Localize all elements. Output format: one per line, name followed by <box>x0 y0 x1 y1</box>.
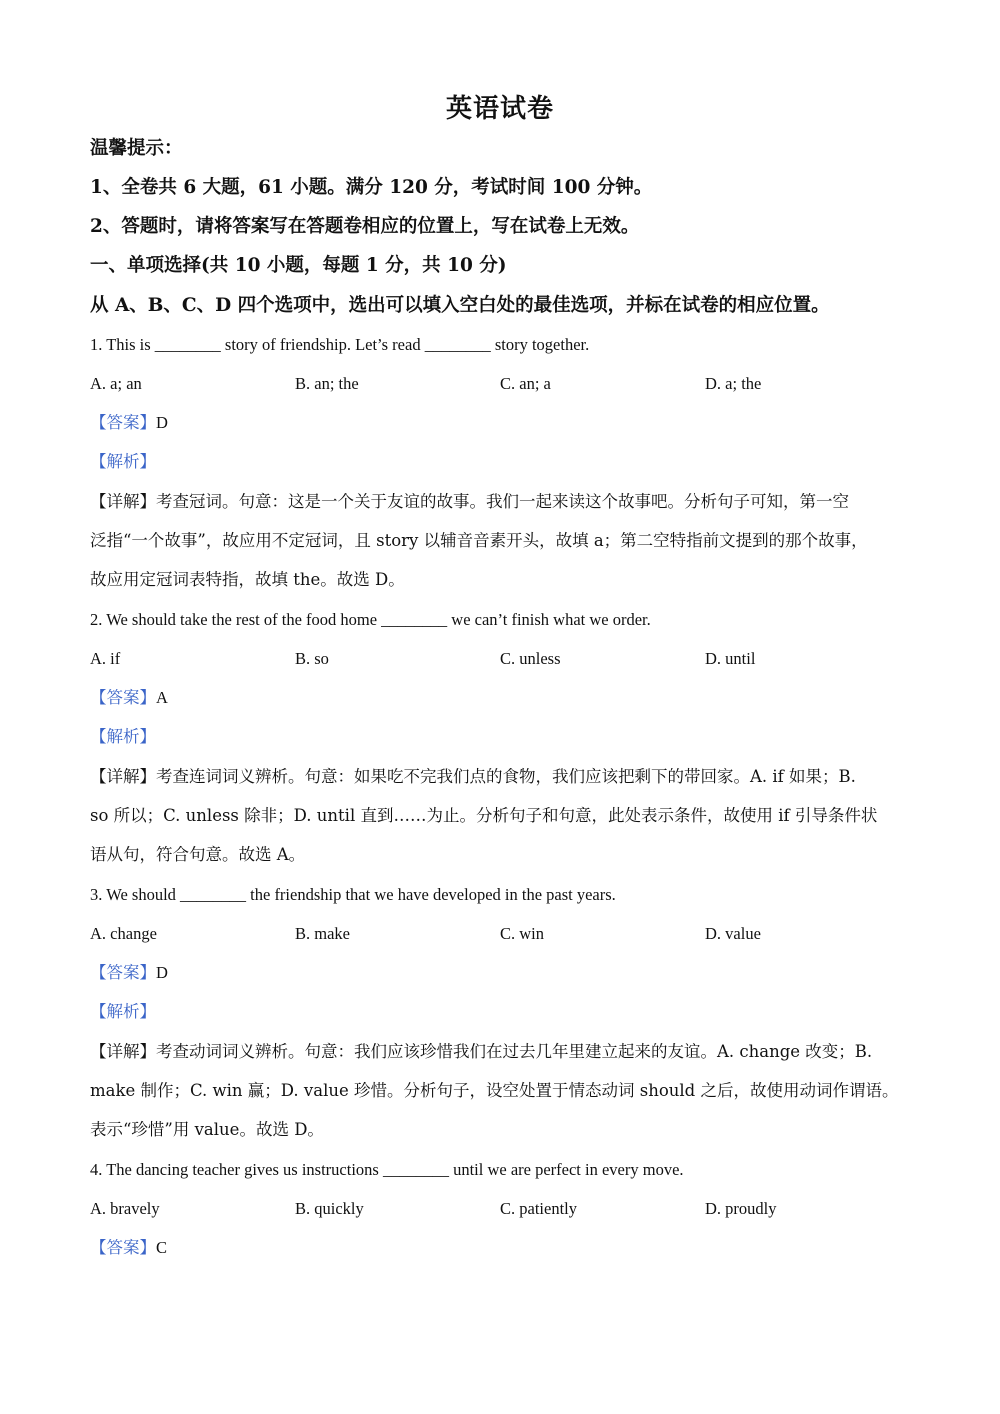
question-3-answer <box>90 962 920 984</box>
notice-item-2: 2、答题时，请将答案写在答题卷相应的位置上，写在试卷上无效。 <box>90 216 640 237</box>
question-1-option-d: D. a; the <box>705 374 762 393</box>
question-4-answer <box>90 1237 920 1259</box>
question-1-option-c: C. an; a <box>500 374 551 393</box>
section-instruction: 从 A、B、C、D 四个选项中，选出可以填入空白处的最佳选项，并标在试卷的相应位置。 <box>90 295 830 316</box>
question-1-detail-line-1 <box>90 491 920 513</box>
detail-tag: 【详解】 <box>90 767 156 786</box>
question-2-option-a: A. if <box>90 649 121 668</box>
question-2-detail-line-1 <box>90 766 920 788</box>
question-2-detail-line-3: 语从句，符合句意。故选 A。 <box>90 845 306 864</box>
question-2-analysis-tag: 【解析】 <box>90 727 156 746</box>
question-2-option-b: B. so <box>295 649 329 668</box>
question-3-analysis-tag: 【解析】 <box>90 1002 156 1021</box>
detail-tag: 【详解】 <box>90 492 156 511</box>
question-1-option-a: A. a; an <box>90 374 142 393</box>
answer-value: D <box>156 963 168 982</box>
question-2-option-c: C. unless <box>500 649 561 668</box>
answer-tag: 【答案】 <box>90 1238 156 1257</box>
question-1-option-b: B. an; the <box>295 374 359 393</box>
question-2-option-d: D. until <box>705 649 756 668</box>
notice-heading: 温馨提示： <box>90 138 183 159</box>
question-1-stem: 1. This is ________ story of friendship. Let’s read ________ story together. <box>90 335 590 354</box>
answer-value: A <box>156 688 168 707</box>
question-3-detail-line-2: make 制作；C. win 赢；D. value 珍惜。分析句子，设空处置于情态动词 should 之后，故使用动词作谓语。 <box>90 1081 899 1100</box>
detail-tag: 【详解】 <box>90 1042 156 1061</box>
question-4-option-b: B. quickly <box>295 1199 364 1218</box>
question-3-option-b: B. make <box>295 924 350 943</box>
detail-text: 考查连词词义辨析。句意：如果吃不完我们点的食物，我们应该把剩下的带回家。A. if 如果；B. <box>156 767 856 786</box>
question-4-option-d: D. proudly <box>705 1199 777 1218</box>
question-3-option-a: A. change <box>90 924 157 943</box>
question-1-detail-line-2: 泛指“一个故事”，故应用不定冠词，且 story 以辅音音素开头，故填 a；第二空特指前文提到的那个故事， <box>90 531 868 550</box>
question-3-detail-line-3: 表示“珍惜”用 value。故选 D。 <box>90 1120 324 1139</box>
answer-value: C <box>156 1238 168 1257</box>
question-4-stem: 4. The dancing teacher gives us instructions ________ until we are perfect in every move. <box>90 1160 684 1179</box>
detail-text: 考查冠词。句意：这是一个关于友谊的故事。我们一起来读这个故事吧。分析句子可知，第一空 <box>156 492 849 511</box>
question-4-option-c: C. patiently <box>500 1199 577 1218</box>
question-1-analysis-tag: 【解析】 <box>90 452 156 471</box>
page-title: 英语试卷 <box>445 94 554 124</box>
detail-text: 考查动词词义辨析。句意：我们应该珍惜我们在过去几年里建立起来的友谊。A. change 改变；B. <box>156 1042 873 1061</box>
question-3-stem: 3. We should ________ the friendship that we have developed in the past years. <box>90 885 616 904</box>
question-1-answer <box>90 412 920 434</box>
question-1-detail-line-3: 故应用定冠词表特指，故填 the。故选 D。 <box>90 570 405 589</box>
question-3-detail-line-1 <box>90 1041 920 1063</box>
answer-tag: 【答案】 <box>90 688 156 707</box>
section-heading: 一、单项选择(共 10 小题，每题 1 分，共 10 分) <box>90 255 507 276</box>
answer-tag: 【答案】 <box>90 413 156 432</box>
answer-value: D <box>156 413 168 432</box>
question-2-answer <box>90 687 920 709</box>
question-2-detail-line-2: so 所以；C. unless 除非；D. until 直到……为止。分析句子和句意，此处表示条件，故使用 if 引导条件状 <box>90 806 878 825</box>
notice-item-1: 1、全卷共 6 大题，61 小题。满分 120 分，考试时间 100 分钟。 <box>90 177 653 198</box>
question-3-option-c: C. win <box>500 924 545 943</box>
question-3-option-d: D. value <box>705 924 761 943</box>
answer-tag: 【答案】 <box>90 963 156 982</box>
question-2-stem: 2. We should take the rest of the food home ________ we can’t finish what we order. <box>90 610 651 629</box>
question-4-option-a: A. bravely <box>90 1199 160 1218</box>
